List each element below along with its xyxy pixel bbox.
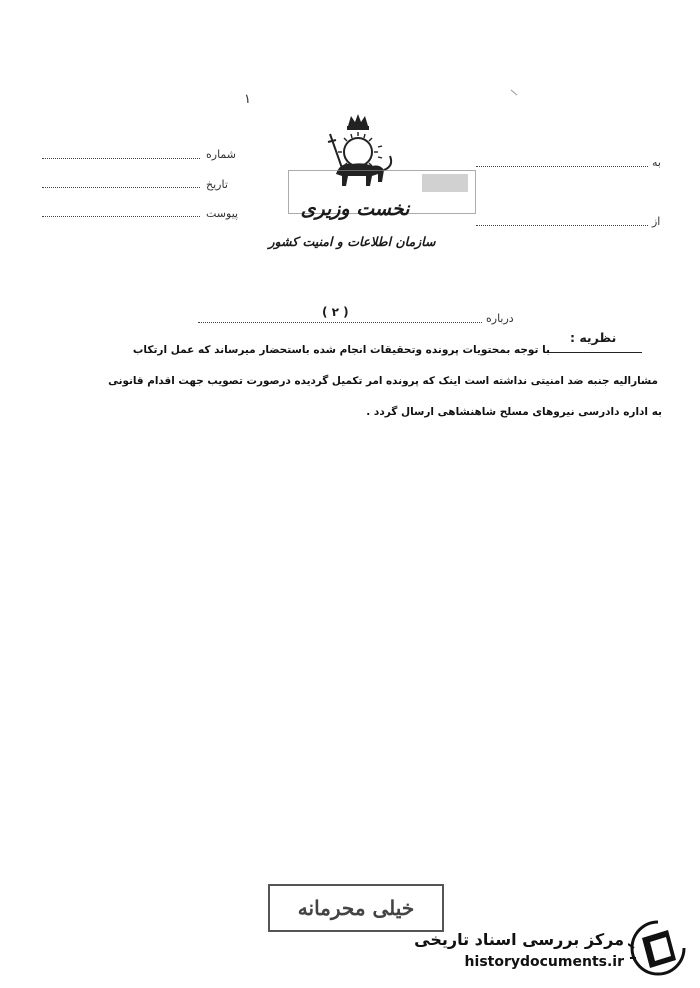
page-mark: ۱ [244,92,251,107]
archive-logo-icon [628,918,688,980]
watermark-title: مرکز بررسی اسناد تاریخی [414,930,624,949]
date-label: تاریخ [206,178,228,191]
subject-value: ( ۲ ) [322,305,349,319]
subject-field-line [198,322,482,323]
stamp-smudge [422,174,468,192]
number-field-line [42,158,200,159]
to-label: به [652,156,661,169]
opinion-heading: نظریه : [570,330,617,345]
body-line-3: به اداره دادرسی نیروهای مسلح شاهنشاهی ارسال گردد . [366,406,662,418]
watermark-url: historydocuments.ir [464,954,624,970]
subject-label: درباره [486,312,514,325]
scan-mark [511,90,518,96]
to-field-line [476,166,648,167]
body-line-1: با توجه بمحتویات پرونده وتحقیقات انجام شده باستحضار میرساند که عمل ارتکاب [132,344,550,356]
date-field-line [42,187,200,188]
opinion-heading-underline [546,352,642,353]
letterhead-savak: سازمان اطلاعات و امنیت کشور [268,234,436,249]
classification-stamp: خیلی محرمانه [268,884,444,932]
attachment-field-line [42,216,200,217]
from-label: از [652,215,661,228]
attachment-label: پیوست [206,207,239,220]
body-line-2: مشارالیه جنبه ضد امنیتی نداشته است اینک که پرونده امر تکمیل گردیده درصورت تصویب جهت اقدام قانونی [108,375,658,387]
from-field-line [476,225,648,226]
letterhead-prime-ministry: نخست وزیری [300,198,410,220]
number-label: شماره [206,148,237,161]
